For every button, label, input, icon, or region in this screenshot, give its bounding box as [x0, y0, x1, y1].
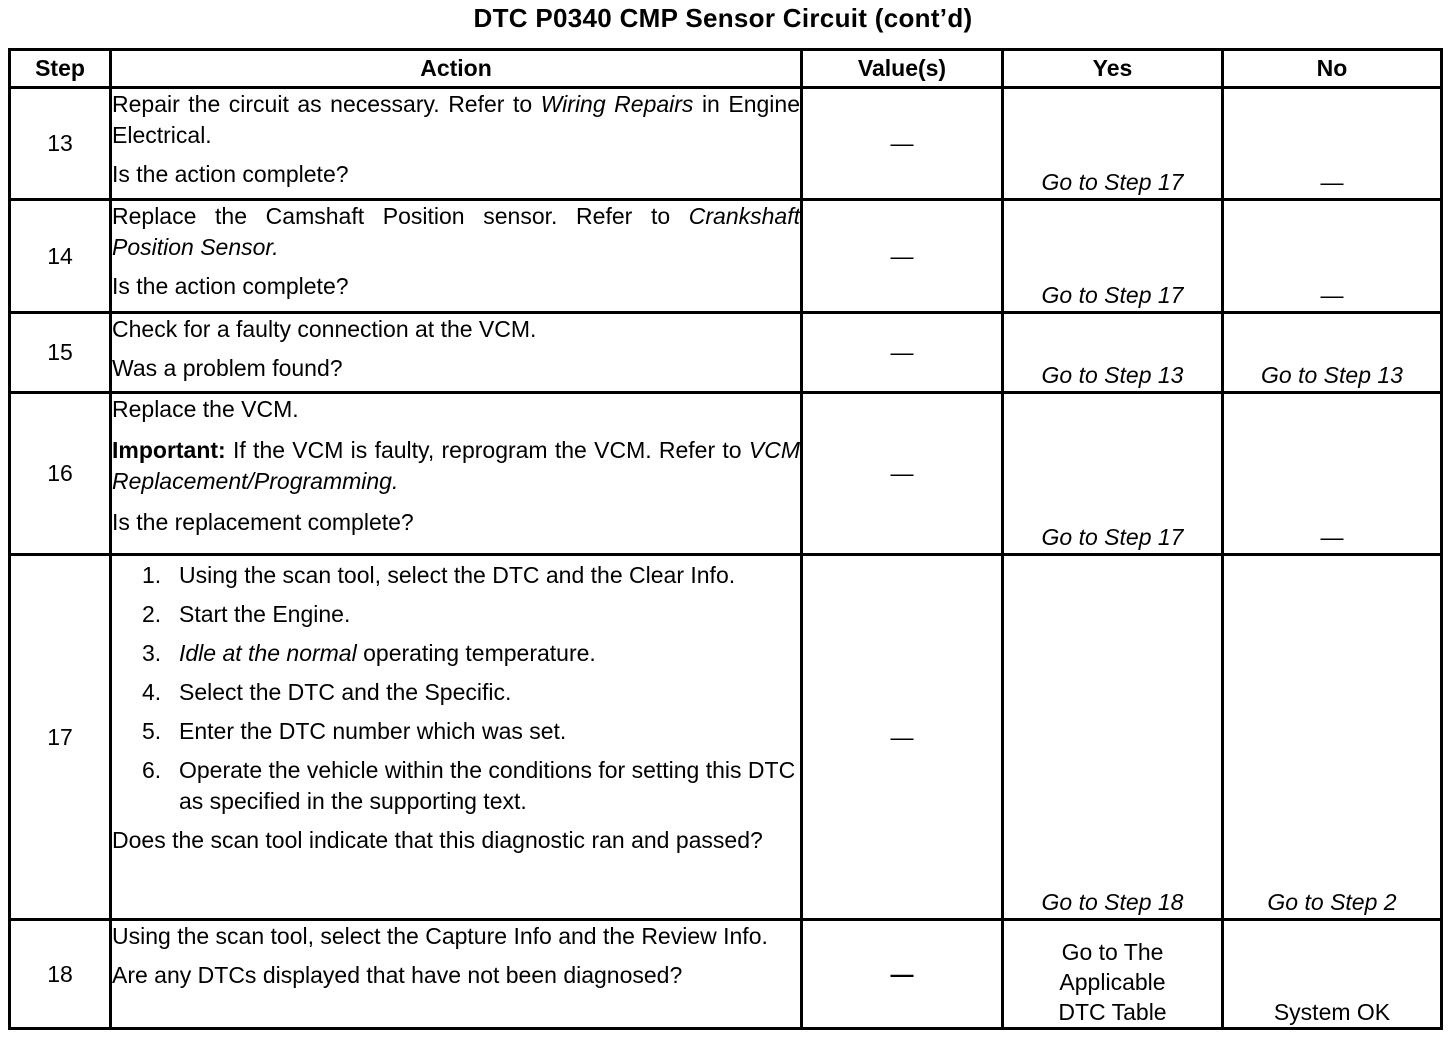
value-cell: —: [802, 393, 1003, 555]
reference-link-text: VCM Replacement/Programming.: [112, 437, 800, 494]
action-cell: [111, 88, 802, 200]
value-cell: —: [802, 200, 1003, 313]
action-instruction: Replace the Camshaft Position sensor. Refer to Crankshaft Position Sensor.: [112, 203, 800, 260]
no-result: —: [1223, 200, 1442, 313]
value-cell: —: [802, 920, 1003, 1029]
table-row: [10, 313, 1442, 393]
table-row: [10, 555, 1442, 920]
yes-result: Go to Step 13: [1003, 313, 1223, 393]
table-row: [10, 393, 1442, 555]
action-instruction: Replace the VCM.: [112, 396, 299, 422]
important-label: Important:: [112, 437, 226, 463]
no-result: —: [1223, 393, 1442, 555]
header-no: No: [1223, 50, 1442, 88]
important-note: Important: If the VCM is faulty, reprogram the VCM. Refer to VCM Replacement/Programming.: [112, 437, 800, 494]
list-item: 1. Using the scan tool, select the DTC and the Clear Info.: [142, 562, 736, 588]
reference-link-text: Wiring Repairs: [540, 91, 694, 117]
list-item: 3. Idle at the normal operating temperature.: [142, 640, 596, 666]
action-question: Was a problem found?: [112, 355, 343, 381]
yes-result: Go to Step 18: [1003, 555, 1223, 920]
header-yes: Yes: [1003, 50, 1223, 88]
table-header-row: [10, 50, 1442, 88]
step-number: 15: [10, 313, 111, 393]
step-number: 13: [10, 88, 111, 200]
header-action: Action: [111, 50, 802, 88]
list-item: 2. Start the Engine.: [142, 601, 351, 627]
header-step: Step: [10, 50, 111, 88]
action-question: Is the action complete?: [112, 273, 349, 299]
yes-result: Go to Step 17: [1003, 88, 1223, 200]
step-number: 16: [10, 393, 111, 555]
action-cell: [111, 313, 802, 393]
step-number: 14: [10, 200, 111, 313]
action-cell: [111, 200, 802, 313]
list-item: 4. Select the DTC and the Specific.: [142, 679, 512, 705]
step-number: 18: [10, 920, 111, 1029]
yes-result: Go to Step 17: [1003, 200, 1223, 313]
value-cell: —: [802, 88, 1003, 200]
yes-result: Go to The Applicable DTC Table: [1003, 920, 1223, 1029]
action-cell: [111, 393, 802, 555]
action-question: Does the scan tool indicate that this diagnostic ran and passed?: [112, 827, 763, 853]
list-item: 5. Enter the DTC number which was set.: [142, 718, 567, 744]
no-result: Go to Step 13: [1223, 313, 1442, 393]
value-cell: —: [802, 555, 1003, 920]
reference-link-text: Crankshaft Position Sensor.: [112, 203, 800, 260]
diagnostic-table: [8, 48, 1443, 1030]
page-title: DTC P0340 CMP Sensor Circuit (cont’d): [473, 3, 973, 33]
action-instruction: Check for a faulty connection at the VCM.: [112, 316, 537, 342]
action-question: Is the action complete?: [112, 161, 349, 187]
step-number: 17: [10, 555, 111, 920]
procedure-list: [112, 560, 800, 817]
no-result: System OK: [1223, 920, 1442, 1029]
action-question: Are any DTCs displayed that have not been diagnosed?: [112, 962, 683, 988]
no-result: Go to Step 2: [1223, 555, 1442, 920]
action-cell: [111, 920, 802, 1029]
value-cell: —: [802, 313, 1003, 393]
table-row: [10, 200, 1442, 313]
header-values: Value(s): [802, 50, 1003, 88]
table-row: [10, 88, 1442, 200]
action-instruction: Using the scan tool, select the Capture Info and the Review Info.: [112, 923, 768, 949]
yes-result: Go to Step 17: [1003, 393, 1223, 555]
action-instruction: Repair the circuit as necessary. Refer to Wiring Repairs in Engine Electrical.: [112, 91, 800, 148]
table-row: [10, 920, 1442, 1029]
action-cell: [111, 555, 802, 920]
action-question: Is the replacement complete?: [112, 509, 414, 535]
list-item: 6. Operate the vehicle within the conditions for setting this DTC as specified in the supporting text.: [142, 757, 796, 814]
no-result: —: [1223, 88, 1442, 200]
